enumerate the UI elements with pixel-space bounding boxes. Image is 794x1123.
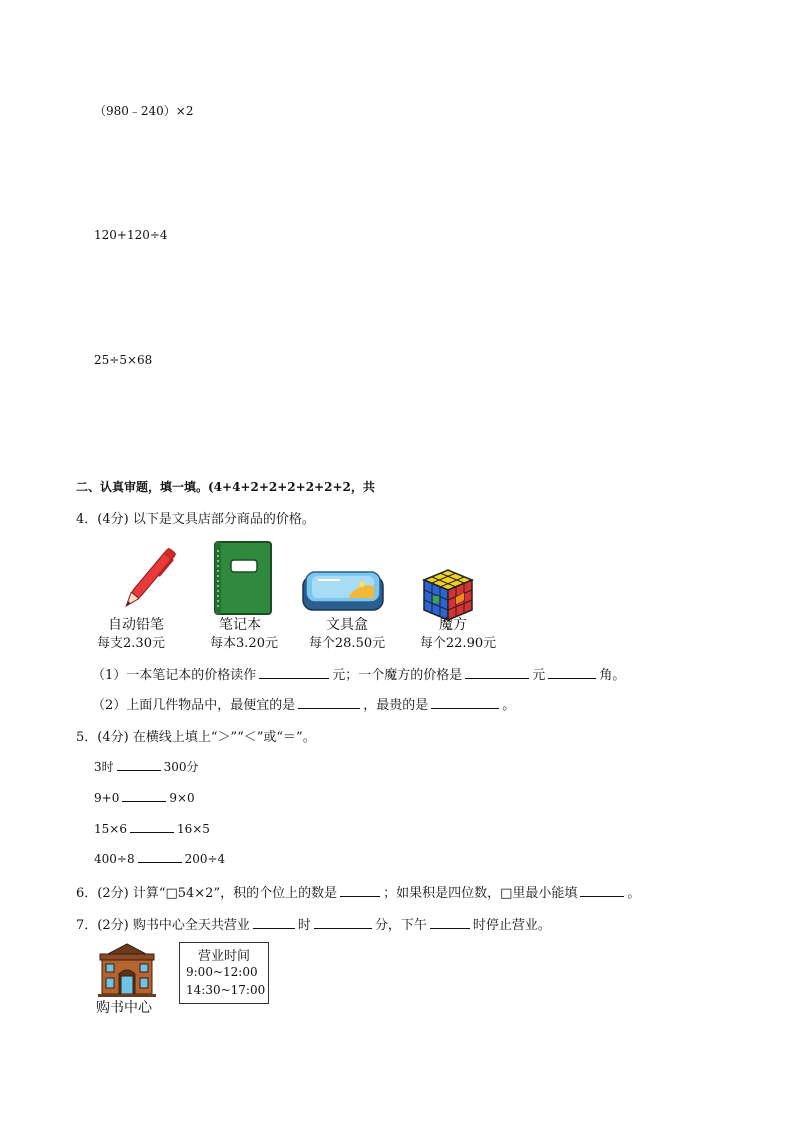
compare-left: 9+0 — [94, 791, 120, 805]
bookstore-building-icon — [94, 942, 160, 998]
q4-sub2-text-b: ，最贵的是 — [363, 698, 429, 713]
answer-blank[interactable] — [117, 758, 161, 771]
item-name-cube: 魔方 — [439, 617, 467, 633]
item-name-pen: 自动铅笔 — [108, 617, 164, 633]
section-title: 二、认真审题，填一填。(4+4+2+2+2+2+2+2，共 — [76, 480, 375, 494]
answer-blank[interactable] — [259, 666, 329, 679]
q5-stem: 5．(4分) 在横线上填上“＞”“＜”或“＝”。 — [76, 730, 316, 745]
answer-blank[interactable] — [340, 884, 380, 897]
exercise-1: （980﹣240）×2 — [94, 104, 194, 118]
answer-blank[interactable] — [122, 789, 166, 802]
q4-sub1 — [92, 664, 625, 683]
q7-text-b: 时 — [297, 918, 311, 933]
answer-blank[interactable] — [548, 666, 596, 679]
compare-right: 200÷4 — [184, 852, 226, 866]
q5-row — [94, 820, 210, 836]
answer-blank[interactable] — [298, 696, 360, 709]
answer-blank[interactable] — [253, 916, 295, 929]
exercise-3: 25÷5×68 — [94, 353, 153, 367]
exercise-2: 120+120÷4 — [94, 228, 168, 242]
q4-sub1-text-b: 元；一个魔方的价格是 — [332, 668, 463, 683]
answer-blank[interactable] — [314, 916, 372, 929]
hours-afternoon: 14:30~17:00 — [186, 983, 266, 997]
answer-blank[interactable] — [580, 884, 624, 897]
business-hours-box — [179, 942, 269, 1004]
item-name-pencil-case: 文具盒 — [326, 617, 368, 633]
hours-morning: 9:00~12:00 — [186, 965, 258, 979]
item-price-pencil-case: 每个28.50元 — [308, 636, 386, 651]
q6-text-a: 6．(2分) 计算“□54×2”，积的个位上的数是 — [76, 886, 338, 901]
q4-sub1-text-d: 角。 — [599, 668, 626, 683]
q4-sub1-text-c: 元 — [532, 668, 546, 683]
answer-blank[interactable] — [130, 820, 174, 833]
q6-text-c: 。 — [627, 886, 641, 901]
q6-text-b: ；如果积是四位数，□里最小能填 — [383, 886, 578, 901]
q6 — [76, 882, 640, 901]
q4-sub1-text-a: （1）一本笔记本的价格读作 — [92, 668, 257, 683]
compare-left: 3时 — [94, 760, 114, 774]
compare-right: 9×0 — [169, 791, 195, 805]
q7-text-a: 7．(2分) 购书中心全天共营业 — [76, 918, 250, 933]
answer-blank[interactable] — [431, 696, 499, 709]
q5-row — [94, 758, 199, 775]
compare-right: 16×5 — [176, 822, 210, 836]
bookstore-label: 购书中心 — [96, 1000, 152, 1016]
hours-title: 营业时间 — [197, 949, 250, 964]
q7-text-c: 分，下午 — [374, 918, 427, 933]
answer-blank[interactable] — [430, 916, 470, 929]
notebook-icon — [211, 540, 275, 616]
pencil-case-icon — [300, 568, 386, 616]
item-price-pen: 每支2.30元 — [97, 636, 165, 651]
pen-icon — [112, 540, 184, 620]
item-price-notebook: 每本3.20元 — [210, 636, 278, 651]
compare-left: 15×6 — [94, 822, 127, 836]
item-name-notebook: 笔记本 — [219, 617, 261, 633]
q5-row — [94, 789, 195, 805]
q5-row — [94, 850, 225, 866]
q4-stem: 4．(4分) 以下是文具店部分商品的价格。 — [76, 512, 315, 527]
answer-blank[interactable] — [465, 666, 529, 679]
q4-sub2-text-c: 。 — [502, 698, 516, 713]
q4-sub2 — [92, 694, 515, 713]
compare-right: 300分 — [163, 760, 199, 774]
compare-left: 400÷8 — [94, 852, 135, 866]
q7-text-d: 时停止营业。 — [472, 918, 551, 933]
item-price-cube: 每个22.90元 — [419, 636, 497, 651]
q4-sub2-text-a: （2）上面几件物品中，最便宜的是 — [92, 698, 296, 713]
answer-blank[interactable] — [138, 850, 182, 863]
q7 — [76, 914, 551, 933]
